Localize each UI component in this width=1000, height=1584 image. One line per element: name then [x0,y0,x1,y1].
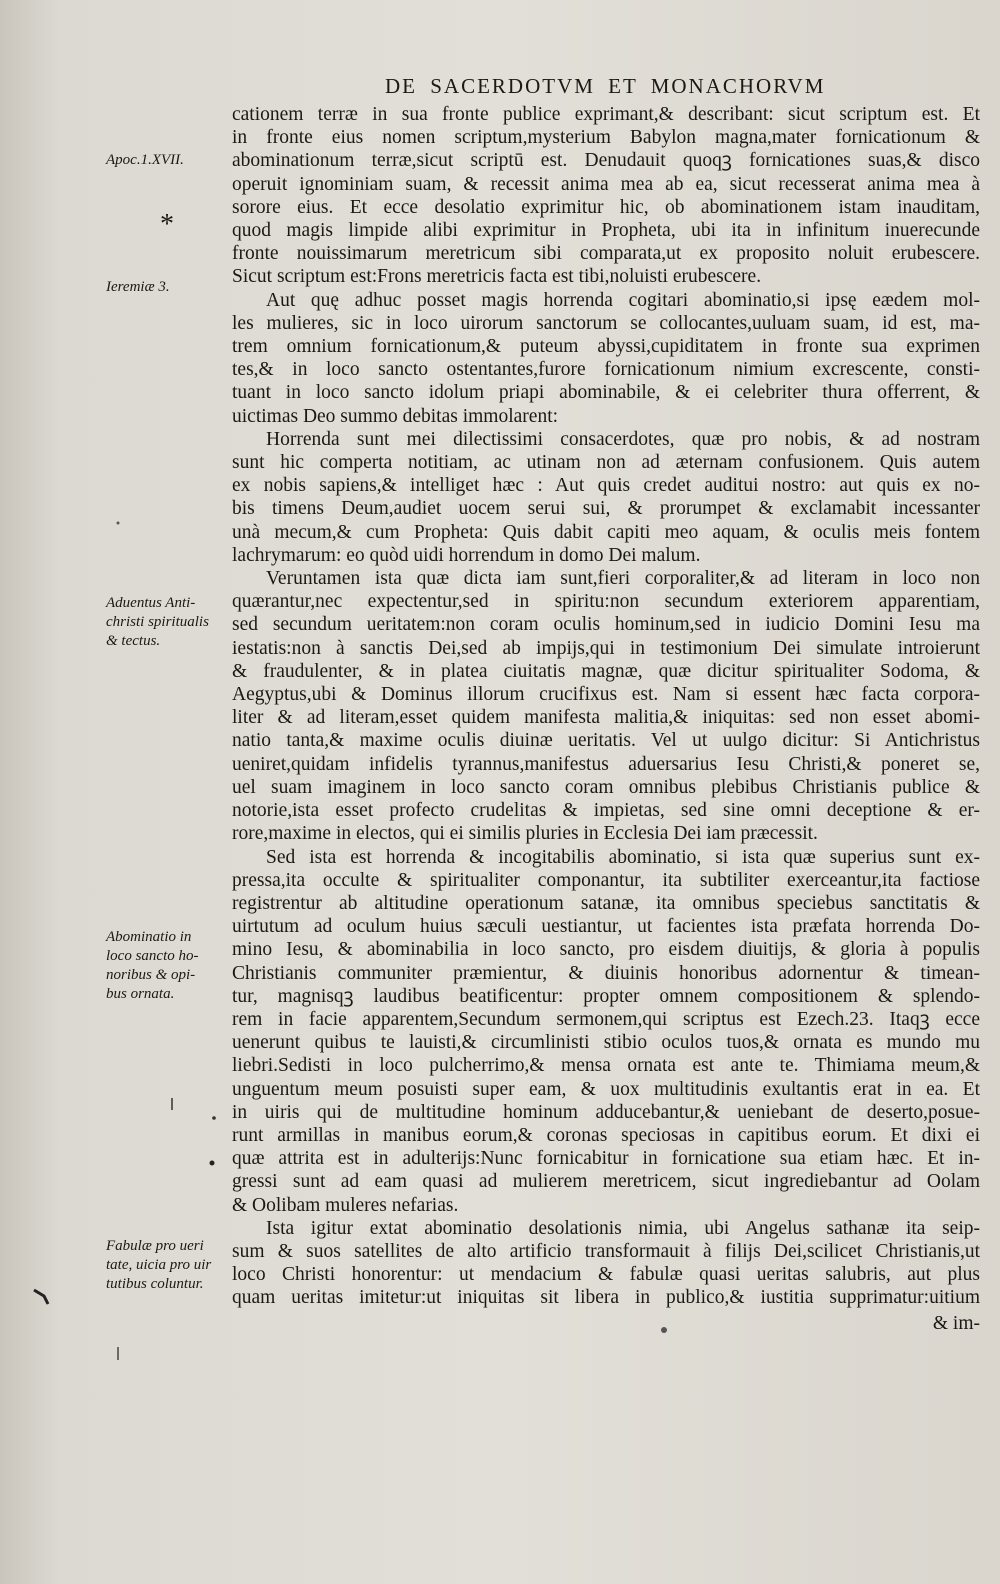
text-line: Aut quę adhuc posset magis horrenda cogitari abominatio,si ipsę eædem mol- [266,289,980,311]
text-line: iestatis:non à sanctis Dei,sed ab impijs,qui in testimonium Dei simulate introierunt [232,637,980,659]
text-line: sed secundum ueritatem:non coram oculis hominum,sed in iudicio Domini Iesu ma [232,614,980,636]
text-line: bis timens Deum,audiet uocem serui sui, & prorumpet & exclamabit incessanter [232,498,980,520]
ink-mark [34,1290,48,1304]
margin-note-apocalypse: Apoc.1.XVII. [106,152,184,168]
running-head: DE SACERDOTVM ET MONACHORVM [385,74,826,98]
text-line: quam ueritas imitetur:ut iniquitas sit libera in publico,& iustitia supprimatur:uitium [232,1287,980,1309]
text-line: in uiris qui de multitudine hominum adducebantur,& ueniebant de deserto,posue- [232,1101,980,1123]
text-line: uirtutum ad oculum huius sæculi uestiantur, ut facientes ista præfata horrenda Do- [232,916,980,938]
margin-note-line: tate, uicia pro uir [106,1257,212,1273]
ink-mark [212,1116,216,1120]
text-line: tuant in loco sancto idolum priapi abominabile, & ei celebriter thura offerrent, & [232,382,980,404]
text-line: operuit ignominiam suam, & recessit anima mea ab ea, sicut recesserat anima mea à [232,173,980,195]
text-line: unà mecum,& cum Propheta: Quis dabit capiti meo aquam, & oculis meis fontem [232,521,980,543]
margin-note-line: bus ornata. [106,986,175,1002]
text-line: mino Iesu, & abominabilia in loco sancto, pro eisdem diuitijs, & gloria à populis [232,939,980,961]
text-line: uenerunt quibus te lauisti,& circumlinisti stibio oculos tuos,& ornata es mundo mu [232,1032,980,1054]
text-line: les mulieres, sic in loco uirorum sanctorum se collocantes,uuluam suam, id est, ma- [232,312,980,334]
text-line: natio tanta,& maxime oculis diuinæ ueritatis. Vel ut uulgo dicitur: Si Antichristus [232,730,980,752]
margin-note-line: tutibus coluntur. [106,1276,204,1292]
text-line: gressi sunt ad eam quasi ad mulierem meretricem, sicut ingrediebantur ad Oolam [232,1171,980,1193]
text-line: tes,& in loco sancto ostentantes,furore fornicationum nimium excrescente, consti- [232,359,980,381]
margin-note-line: & tectus. [106,633,161,649]
text-line: notorie,ista esset profecto crudelitas & impietas, sed sine omni deceptione & er- [232,800,980,822]
text-line: Aegyptus,ubi & Dominus illorum crucifixus est. Nam si essent hæc facta corpora- [232,684,980,706]
text-line: registrentur ab altitudine operationum satanæ, ita omnibus speciebus sanctitatis & [232,892,980,914]
text-line: trem omnium fornicationum,& puteum abyssi,cupiditatem in fronte sua exprimen [232,336,980,358]
text-line: fronte nouissimarum meretricum sibi comparata,ut ex proposito noluit erubescere. [232,243,980,265]
asterisk-marker: * [160,209,174,240]
text-line: rem in facie apparentem,Secundum sermonem,qui scriptus est Ezech.23. Itaqꝫ ecce [232,1008,980,1030]
text-line: unguentum meum posuisti super eam, & uox multitudinis exultantis erat in ea. Et [232,1078,980,1100]
margin-note-line: loco sancto ho- [106,948,199,964]
text-line: quærantur,nec expectentur,sed in spiritu:non secundum exteriorem apparentiam, [232,591,980,613]
text-line: ueniret,quidam infidelis tyrannus,manifestus aduersarius Iesu Christi,& poneret se, [232,753,980,775]
text-line: ex nobis sapiens,& intelliget hæc : Aut quis credet auditui nostro: aut quis ex no- [232,475,980,497]
text-line: Horrenda sunt mei dilectissimi consacerdotes, quæ pro nobis, & ad nostram [266,428,980,450]
text-line: quæ attrita est in adulterijs:Nunc fornicabitur in fornicatione sua etiam hæc. Et in- [232,1148,980,1170]
text-line: liter & ad literam,esset quidem manifesta malitia,& iniquitas: sed non esset abomi- [232,707,980,729]
text-line: abominationum terræ,sicut scriptū est. Denudauit quoqꝫ fornicationes suas,& disco [232,150,980,172]
text-line: loco Christi honorentur: ut mendacium & fabulæ quasi ueritas salubris, aut plus [232,1264,980,1286]
text-line: cationem terræ in sua fronte publice exprimant,& describant: sicut scriptum est. Et [232,104,980,125]
ink-mark [210,1161,215,1166]
text-line: uel suam imaginem in loco sancto coram omnibus plebibus Christianis publice & [232,776,980,798]
text-line: Christianis communiter præmientur, & diuinis honoribus adornentur & timean- [232,962,980,984]
text-line: pressa,ita occulte & spiritualiter componantur, ita subtiliter exerceantur,ita factiose [232,869,980,891]
margin-note-line: christi spiritualis [106,614,209,630]
text-line: Ista igitur extat abominatio desolationis nimia, ubi Angelus sathanæ ita seip- [266,1217,980,1239]
text-line: in fronte eius nomen scriptum,mysterium Babylon magna,mater fornicationum & [232,127,980,149]
text-line: & fraudulenter, & in platea ciuitatis magnæ, quæ dicitur spiritualiter Sodoma, & [232,660,980,682]
text-line: tur, magnisqꝫ laudibus beatificentur: propter omnem compositionem & splendo- [232,985,980,1007]
margin-note-line: noribus & opi- [106,967,196,983]
text-line: uictimas Deo summo debitas immolarent: [232,405,559,427]
ink-mark [661,1327,667,1333]
ink-mark [117,522,120,525]
text-line: runt armillas in manibus eorum,& coronas speciosas in capitibus eorum. Et dixi ei [232,1124,980,1146]
text-line: Sicut scriptum est:Frons meretricis facta est tibi,noluisti erubescere. [232,266,762,288]
text-line: rore,maxime in electos, qui ei similis pluries in Ecclesia Dei iam præcessit. [232,823,818,845]
margin-note-line: Aduentus Anti- [106,595,196,611]
text-line: Sed ista est horrenda & incogitabilis abominatio, si ista quæ superius sunt ex- [266,846,980,868]
catchword: & im- [932,1312,980,1334]
margin-note-line: Fabulæ pro ueri [106,1238,204,1254]
text-line: liebri.Sedisti in loco pulcherrimo,& mensa ornata est ante te. Thimiama meum,& [232,1055,980,1077]
text-line: & Oolibam muleres nefarias. [232,1194,459,1216]
text-line: Veruntamen ista quæ dicta iam sunt,fieri corporaliter,& ad literam in loco non [266,568,980,590]
margin-note-line: Abominatio in [106,929,192,945]
text-line: lachrymarum: eo quòd uidi horrendum in domo Dei malum. [232,544,701,566]
text-line: quod magis limpide alibi exprimitur in Propheta, ubi ita in infinitum inuerecunde [232,220,980,242]
text-line: sum & suos satellites de alto artificio transformauit à filijs Dei,scilicet Christianis,ut [232,1240,980,1262]
text-line: sorore eius. Et ecce desolatio exprimitur hic, ob abominationem istam inauditam, [232,196,980,218]
text-line: sunt hic comperta notitiam, ac utinam non ad æternam confusionem. Quis autem [232,452,980,474]
margin-note-jeremiah: Ieremiæ 3. [106,279,170,295]
